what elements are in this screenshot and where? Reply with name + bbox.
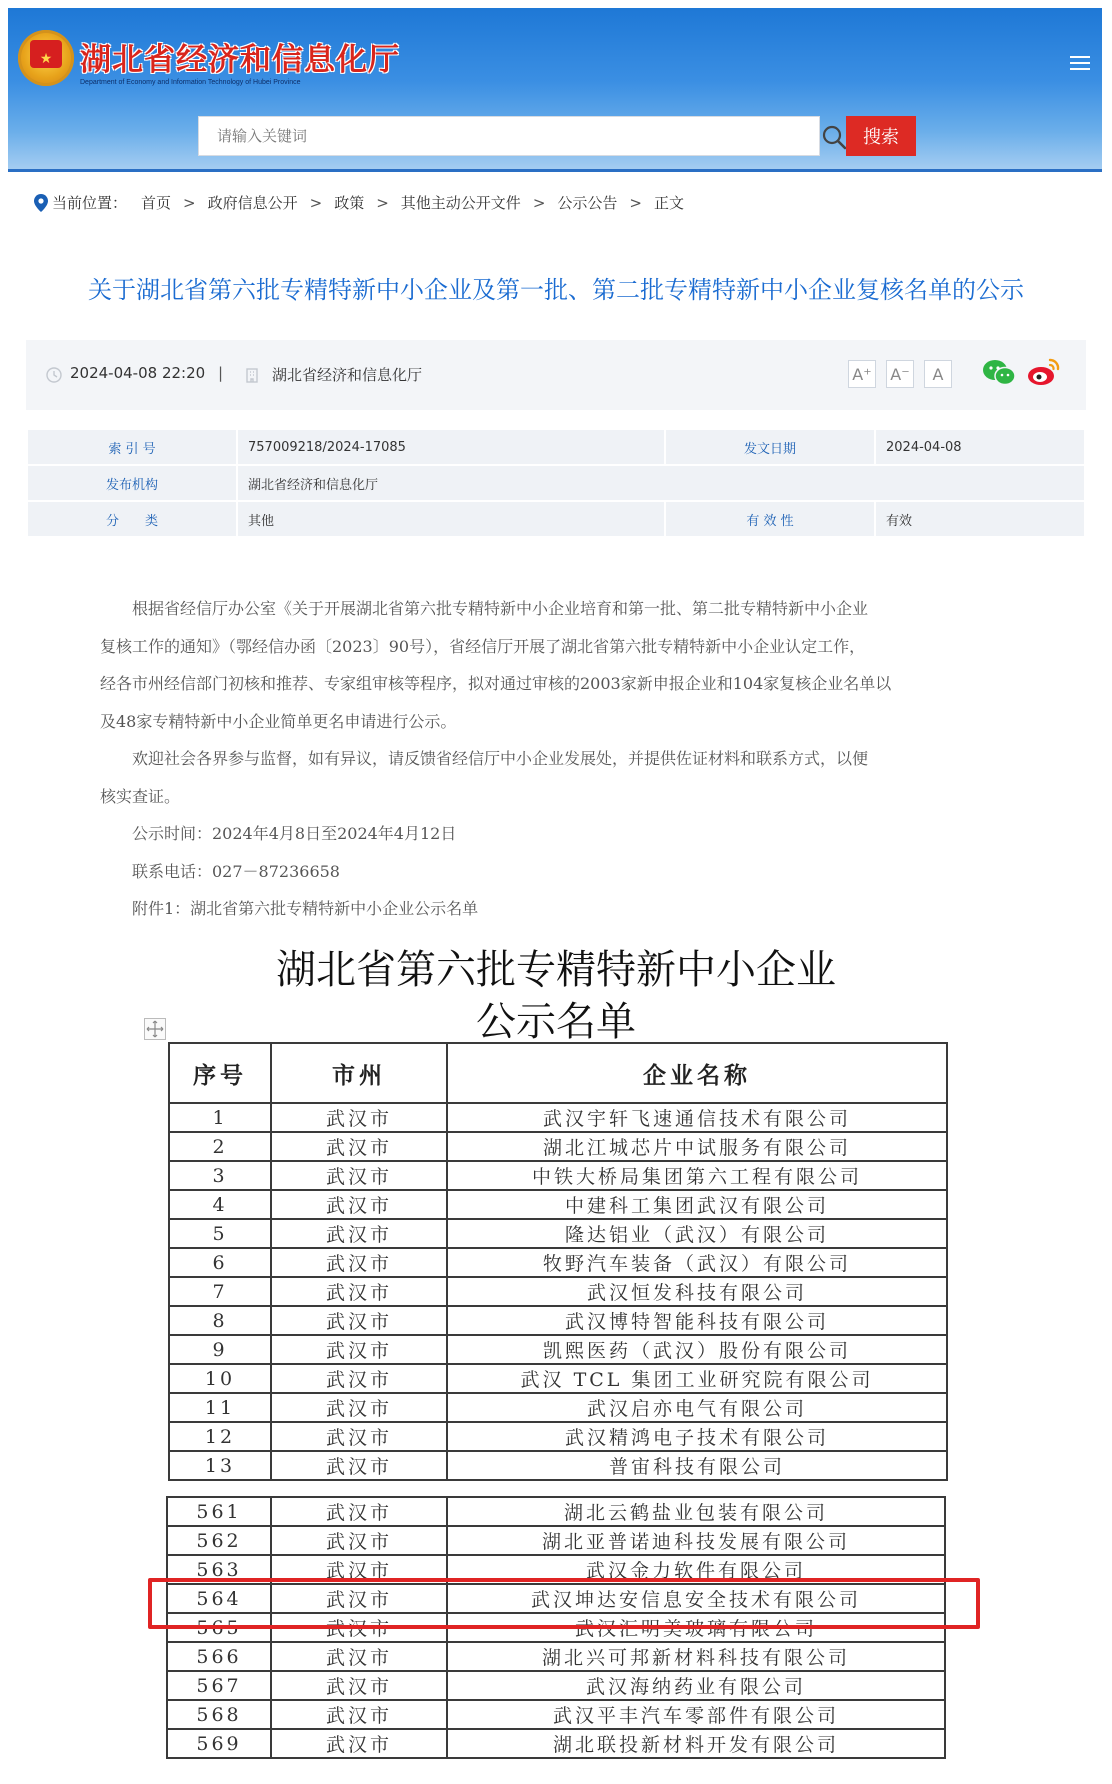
row-city: 武汉市 bbox=[271, 1497, 447, 1526]
table-row bbox=[169, 1190, 947, 1219]
row-city: 武汉市 bbox=[271, 1335, 447, 1364]
article-body bbox=[100, 590, 1010, 928]
row-city: 武汉市 bbox=[271, 1451, 447, 1480]
breadcrumb-separator: > bbox=[532, 193, 546, 212]
row-company: 湖北云鹤盐业包装有限公司 bbox=[447, 1497, 945, 1526]
meta-date-label: 发文日期 bbox=[665, 429, 875, 465]
row-city: 武汉市 bbox=[271, 1700, 447, 1729]
table-row bbox=[169, 1161, 947, 1190]
row-index: 5 bbox=[169, 1219, 271, 1248]
building-icon bbox=[244, 367, 260, 383]
table-row bbox=[169, 1103, 947, 1132]
search-icon[interactable] bbox=[821, 124, 847, 150]
location-pin-icon bbox=[34, 194, 48, 212]
row-index: 2 bbox=[169, 1132, 271, 1161]
attachment-link[interactable]: 附件1：湖北省第六批专精特新中小企业公示名单 bbox=[132, 899, 479, 918]
row-index: 7 bbox=[169, 1277, 271, 1306]
row-index: 563 bbox=[167, 1555, 271, 1584]
table-row bbox=[167, 1729, 945, 1758]
row-index: 4 bbox=[169, 1190, 271, 1219]
site-title[interactable]: 湖北省经济和信息化厅 bbox=[80, 42, 400, 78]
table-row bbox=[167, 1700, 945, 1729]
national-emblem-icon[interactable]: ★ bbox=[18, 30, 74, 86]
paragraph-line: 根据省经信厅办公室《关于开展湖北省第六批专精特新中小企业培育和第一批、第二批专精特新中小企业 bbox=[132, 599, 869, 618]
row-city: 武汉市 bbox=[271, 1132, 447, 1161]
table-row bbox=[169, 1277, 947, 1306]
table-row bbox=[169, 1306, 947, 1335]
row-city: 武汉市 bbox=[271, 1393, 447, 1422]
row-index: 566 bbox=[167, 1642, 271, 1671]
breadcrumb-other-files[interactable]: 其他主动公开文件 bbox=[400, 194, 521, 212]
breadcrumb-separator: > bbox=[376, 193, 389, 212]
article-info-bar bbox=[26, 340, 1086, 410]
row-company: 武汉精鸿电子技术有限公司 bbox=[447, 1422, 947, 1451]
info-divider: | bbox=[218, 364, 224, 382]
font-default-button[interactable]: A bbox=[924, 360, 952, 388]
move-handle-icon[interactable] bbox=[144, 1018, 166, 1040]
row-index: 12 bbox=[169, 1422, 271, 1451]
paragraph-line: 及48家专精特新中小企业简单更名申请进行公示。 bbox=[100, 711, 457, 731]
row-index: 8 bbox=[169, 1306, 271, 1335]
row-company: 湖北联投新材料开发有限公司 bbox=[447, 1729, 945, 1758]
row-company: 隆达铝业（武汉）有限公司 bbox=[447, 1219, 947, 1248]
list-subtitle: 公示名单 bbox=[476, 999, 636, 1045]
row-company: 湖北亚普诺迪科技发展有限公司 bbox=[447, 1526, 945, 1555]
header-company: 企业名称 bbox=[447, 1043, 947, 1103]
row-index: 567 bbox=[167, 1671, 271, 1700]
row-city: 武汉市 bbox=[271, 1526, 447, 1555]
document-meta-table bbox=[26, 428, 1086, 538]
row-city: 武汉市 bbox=[271, 1219, 447, 1248]
breadcrumb-label: 当前位置： bbox=[52, 194, 128, 212]
row-company: 凯熙医药（武汉）股份有限公司 bbox=[447, 1335, 947, 1364]
meta-category-label: 分 类 bbox=[27, 501, 237, 537]
row-city: 武汉市 bbox=[271, 1277, 447, 1306]
meta-category-value: 其他 bbox=[237, 501, 665, 537]
header-divider bbox=[8, 169, 1102, 172]
clock-icon bbox=[46, 367, 62, 383]
row-company: 武汉海纳药业有限公司 bbox=[447, 1671, 945, 1700]
row-company: 武汉汇明美玻璃有限公司 bbox=[447, 1613, 945, 1642]
row-index: 11 bbox=[169, 1393, 271, 1422]
publisher-name: 湖北省经济和信息化厅 bbox=[272, 366, 423, 384]
article-title: 关于湖北省第六批专精特新中小企业及第一批、第二批专精特新中小企业复核名单的公示 bbox=[88, 276, 1024, 304]
row-company: 武汉恒发科技有限公司 bbox=[447, 1277, 947, 1306]
weibo-share-icon[interactable] bbox=[1026, 356, 1062, 388]
row-company: 湖北兴可邦新材料科技有限公司 bbox=[447, 1642, 945, 1671]
row-city: 武汉市 bbox=[271, 1555, 447, 1584]
row-city: 武汉市 bbox=[271, 1671, 447, 1700]
row-city: 武汉市 bbox=[271, 1729, 447, 1758]
breadcrumb-announcements[interactable]: 公示公告 bbox=[557, 194, 618, 212]
row-company: 武汉 TCL 集团工业研究院有限公司 bbox=[447, 1364, 947, 1393]
paragraph-line: 复核工作的通知》（鄂经信办函〔2023〕90号），省经信厅开展了湖北省第六批专精特新中小企业认定工作， bbox=[100, 636, 866, 656]
search-input[interactable] bbox=[199, 117, 759, 155]
table-row bbox=[169, 1132, 947, 1161]
row-index: 9 bbox=[169, 1335, 271, 1364]
row-company: 中建科工集团武汉有限公司 bbox=[447, 1190, 947, 1219]
breadcrumb-separator: > bbox=[629, 193, 642, 212]
breadcrumb-separator: > bbox=[183, 193, 196, 212]
meta-index-value: 757009218/2024-17085 bbox=[237, 429, 665, 465]
meta-org-label: 发布机构 bbox=[27, 465, 237, 501]
row-company: 牧野汽车装备（武汉）有限公司 bbox=[447, 1248, 947, 1277]
header-index: 序号 bbox=[169, 1043, 271, 1103]
row-index: 10 bbox=[169, 1364, 271, 1393]
site-header bbox=[8, 8, 1102, 172]
breadcrumb bbox=[34, 192, 684, 213]
row-index: 562 bbox=[167, 1526, 271, 1555]
row-index: 568 bbox=[167, 1700, 271, 1729]
row-index: 564 bbox=[167, 1584, 271, 1613]
table-row bbox=[169, 1364, 947, 1393]
row-company: 武汉平丰汽车零部件有限公司 bbox=[447, 1700, 945, 1729]
row-company: 武汉启亦电气有限公司 bbox=[447, 1393, 947, 1422]
table-row bbox=[169, 1422, 947, 1451]
row-city: 武汉市 bbox=[271, 1613, 447, 1642]
row-index: 3 bbox=[169, 1161, 271, 1190]
meta-date-value: 2024-04-08 bbox=[875, 429, 1085, 465]
row-city: 武汉市 bbox=[271, 1306, 447, 1335]
row-index: 569 bbox=[167, 1729, 271, 1758]
paragraph-line: 核实查证。 bbox=[100, 786, 181, 806]
paragraph-line: 经各市州经信部门初核和推荐、专家组审核等程序，拟对通过审核的2003家新申报企业和104家复核企业名单以 bbox=[100, 674, 892, 693]
table-row bbox=[167, 1642, 945, 1671]
table-row bbox=[167, 1671, 945, 1700]
table-row bbox=[169, 1393, 947, 1422]
breadcrumb-gov-info[interactable]: 政府信息公开 bbox=[207, 194, 298, 212]
meta-index-label: 索 引 号 bbox=[27, 429, 237, 465]
row-index: 6 bbox=[169, 1248, 271, 1277]
row-company: 武汉坤达安信息安全技术有限公司 bbox=[447, 1584, 945, 1613]
row-city: 武汉市 bbox=[271, 1248, 447, 1277]
list-title: 湖北省第六批专精特新中小企业 bbox=[276, 947, 836, 993]
table-row bbox=[169, 1219, 947, 1248]
row-company: 武汉博特智能科技有限公司 bbox=[447, 1306, 947, 1335]
row-company: 中铁大桥局集团第六工程有限公司 bbox=[447, 1161, 947, 1190]
row-city: 武汉市 bbox=[271, 1161, 447, 1190]
meta-org-value: 湖北省经济和信息化厅 bbox=[237, 465, 1085, 501]
publish-date: 2024-04-08 22:20 bbox=[70, 364, 206, 382]
menu-icon[interactable] bbox=[1070, 56, 1090, 72]
table-row bbox=[167, 1497, 945, 1526]
table-row bbox=[169, 1248, 947, 1277]
row-city: 武汉市 bbox=[271, 1642, 447, 1671]
row-city: 武汉市 bbox=[271, 1190, 447, 1219]
row-index: 1 bbox=[169, 1103, 271, 1132]
row-city: 武汉市 bbox=[271, 1364, 447, 1393]
row-company: 普宙科技有限公司 bbox=[447, 1451, 947, 1480]
contact-phone: 联系电话：027－87236658 bbox=[132, 861, 340, 881]
row-index: 13 bbox=[169, 1451, 271, 1480]
row-city: 武汉市 bbox=[271, 1584, 447, 1613]
row-index: 561 bbox=[167, 1497, 271, 1526]
row-company: 武汉金力软件有限公司 bbox=[447, 1555, 945, 1584]
font-larger-button[interactable]: A⁺ bbox=[848, 360, 876, 388]
row-city: 武汉市 bbox=[271, 1103, 447, 1132]
row-index: 565 bbox=[167, 1613, 271, 1642]
highlight-box bbox=[148, 1578, 980, 1629]
wechat-share-icon[interactable] bbox=[982, 358, 1016, 388]
row-city: 武汉市 bbox=[271, 1422, 447, 1451]
breadcrumb-separator: > bbox=[309, 193, 323, 212]
table-row bbox=[169, 1335, 947, 1364]
breadcrumb-policy[interactable]: 政策 bbox=[334, 194, 365, 212]
search-button[interactable]: 搜索 bbox=[846, 116, 916, 156]
meta-validity-label: 有 效 性 bbox=[665, 501, 875, 537]
breadcrumb-current: 正文 bbox=[653, 194, 684, 212]
meta-validity-value: 有效 bbox=[875, 501, 1085, 537]
header-city: 市州 bbox=[271, 1043, 447, 1103]
table-row bbox=[167, 1526, 945, 1555]
font-smaller-button[interactable]: A⁻ bbox=[886, 360, 914, 388]
paragraph-line: 欢迎社会各界参与监督，如有异议，请反馈省经信厅中小企业发展处，并提供佐证材料和联系方式，以便 bbox=[132, 749, 869, 768]
company-list-table-top bbox=[168, 1042, 948, 1481]
row-company: 湖北江城芯片中试服务有限公司 bbox=[447, 1132, 947, 1161]
search-box bbox=[198, 116, 820, 156]
breadcrumb-home[interactable]: 首页 bbox=[141, 194, 172, 212]
row-company: 武汉宇轩飞速通信技术有限公司 bbox=[447, 1103, 947, 1132]
site-subtitle: Department of Economy and Information Technology of Hubei Province bbox=[80, 79, 301, 86]
announcement-period: 公示时间：2024年4月8日至2024年4月12日 bbox=[132, 824, 457, 843]
table-row bbox=[169, 1451, 947, 1480]
